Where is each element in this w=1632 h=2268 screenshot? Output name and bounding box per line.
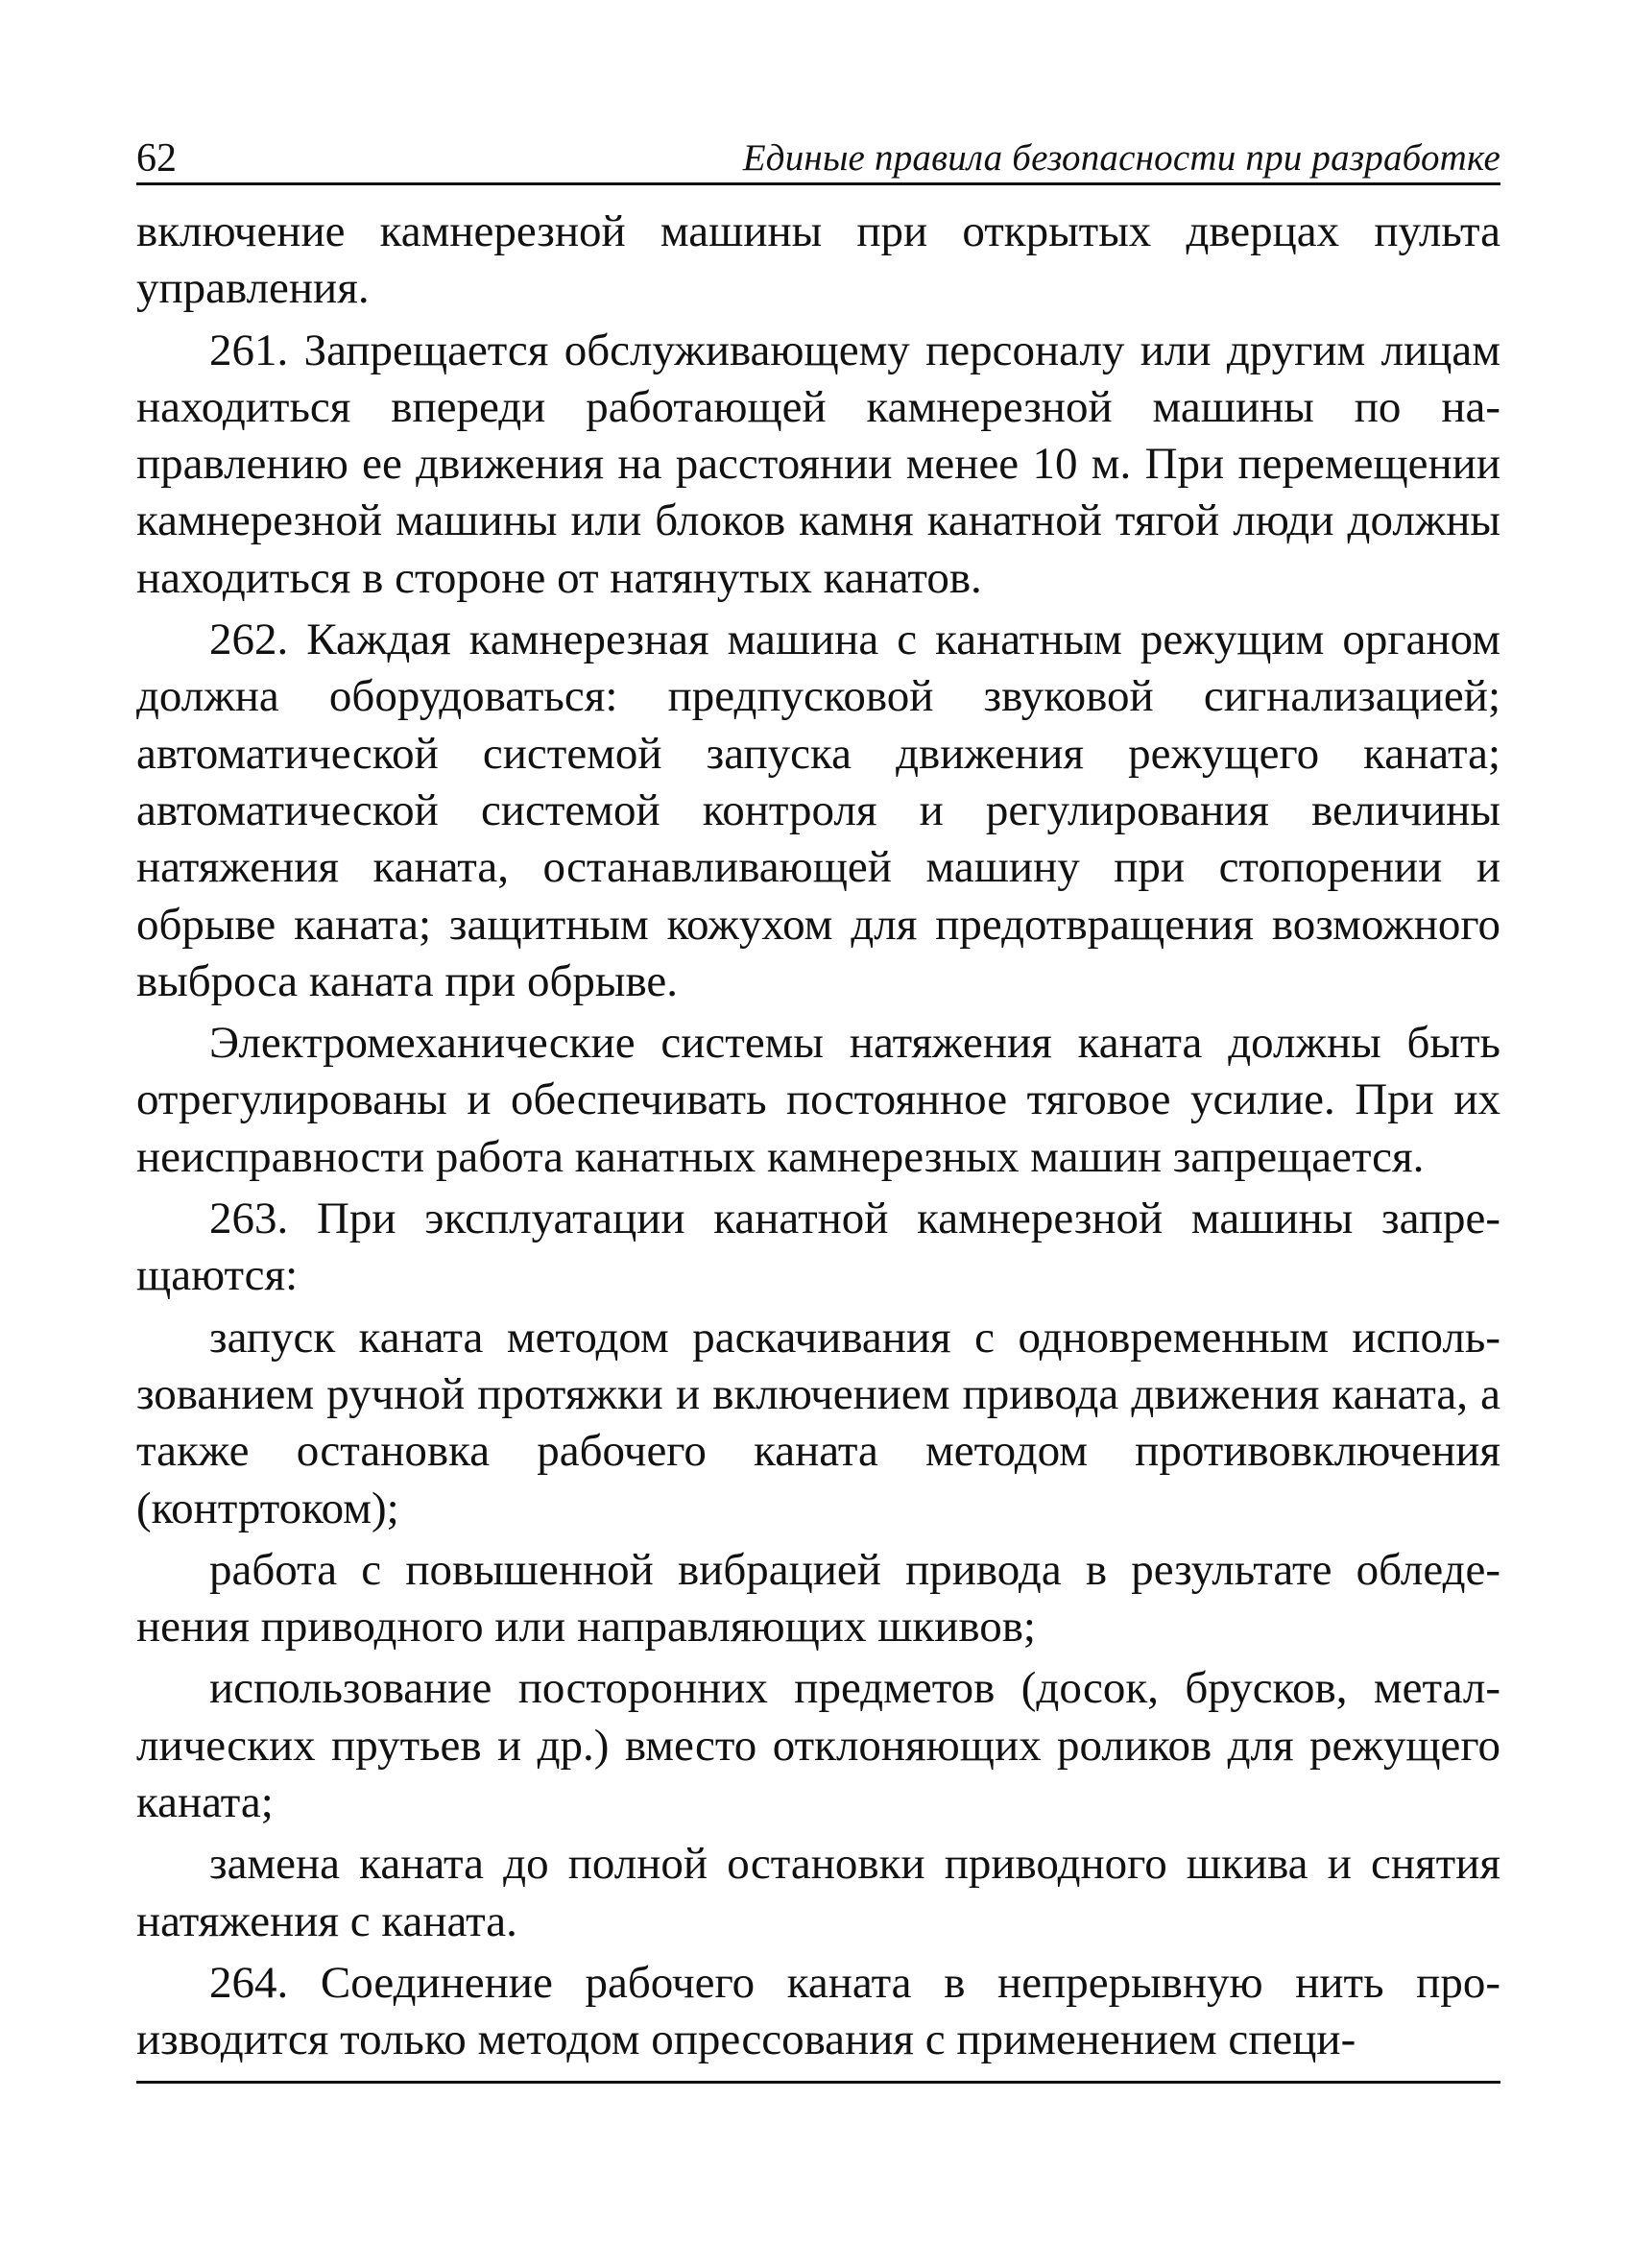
paragraph: 263. При эксплуатации канатной камнерезной машины запрещаются: [136, 1194, 1500, 1301]
paragraph: включение камнерезной машины при открытых дверцах пульта управления. [136, 206, 1500, 314]
text-body [136, 204, 1500, 2074]
footnote-rule [136, 2081, 1500, 2084]
paragraph: Электромеханические системы натяжения каната должны быть отрегулированы и обеспечивать постоянное тяговое усилие. При их неисправности работа канатных камнерезных машин запрещается. [136, 1018, 1500, 1182]
paragraph: 264. Соединение рабочего каната в непрерывную нить производится только методом опрессования с применением специ- [136, 1957, 1500, 2065]
paragraph: работа с повышенной вибрацией привода в результате обледенения приводного или направляющих шкивов; [136, 1544, 1500, 1653]
page-header [136, 123, 1500, 185]
page-number: 62 [136, 136, 177, 181]
paragraph: замена каната до полной остановки приводного шкива и снятия натяжения с каната. [136, 1839, 1500, 1946]
paragraph: использование посторонних предметов (досок, брусков, металлических прутьев и др.) вместо отклоняющих роликов для режущего каната; [136, 1663, 1500, 1828]
paragraph: 262. Каждая камнерезная машина с канатным режущим органом должна оборудоваться: предпусковой звуковой сигнализацией; автоматической системой запуска движения режущего каната; автоматической системой контроля и регулирования величины натяжения каната, останавливающей машину при стопорении и обрыве каната; защитным кожухом для предотвращения возможного выброса каната при обрыве. [136, 615, 1500, 1006]
running-title: Единые правила безопасности при разработке [742, 137, 1500, 179]
paragraph: запуск каната методом раскачивания с одновременным использованием ручной протяжки и включением привода движения каната, а также остановка рабочего каната методом противовключения (контртоком); [136, 1312, 1500, 1533]
paragraph: 261. Запрещается обслуживающему персоналу или другим лицам находиться впереди работающей камнерезной машины по направлению ее движения на расстоянии менее 10 м. При перемещении камнерезной машины или блоков камня канатной тягой люди должны находиться в стороне от натянутых канатов. [136, 325, 1500, 603]
